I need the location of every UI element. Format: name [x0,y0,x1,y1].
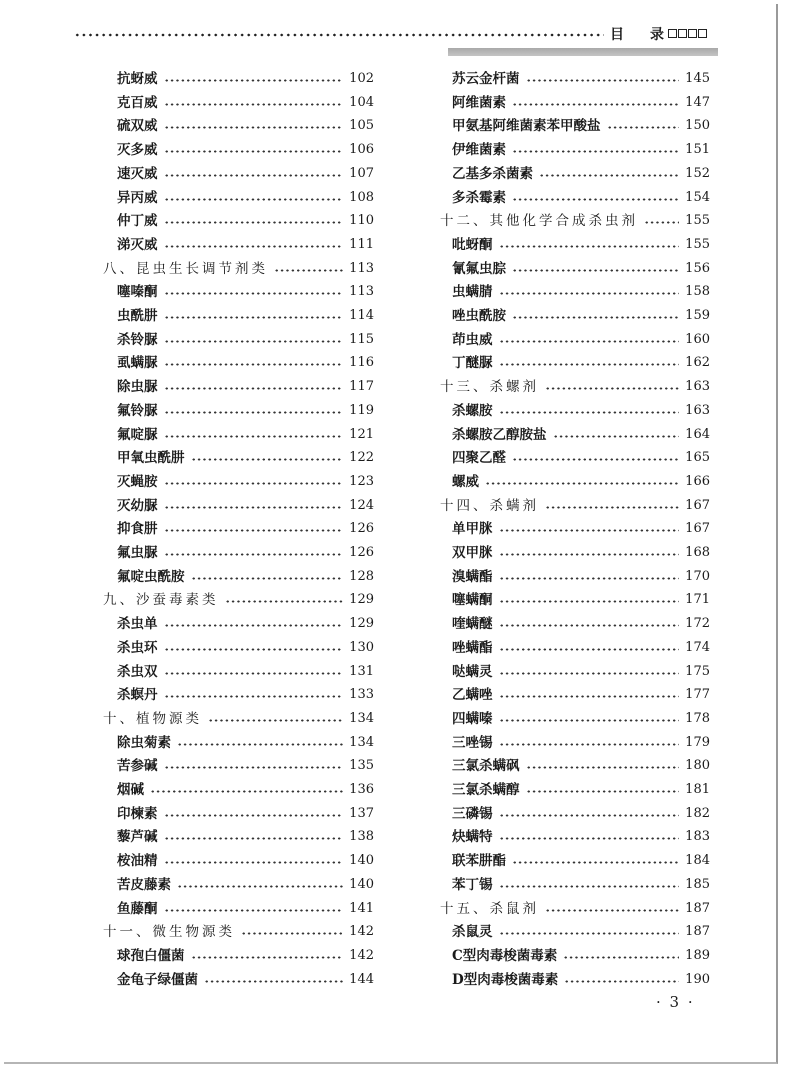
section-title: 八、昆虫生长调节剂类 [103,260,268,277]
dot-leader [499,411,679,414]
dot-leader [499,672,679,675]
page-number-ref: 163 [685,402,710,418]
entry-title: 茚虫威 [452,331,493,348]
page-number-ref: 137 [349,805,374,821]
entry-title: 仲丁威 [117,213,158,230]
dot-leader [539,174,679,177]
page-number-ref: 131 [349,663,374,679]
dot-leader [564,980,679,983]
toc-entry [0,920,790,944]
dot-leader [485,482,679,485]
page-number-ref: 151 [685,142,710,158]
page-number-ref: 130 [349,639,374,655]
page-number-ref: 170 [685,568,710,584]
entry-title: C型肉毒梭菌毒素 [452,947,558,964]
entry-title: 速灭威 [117,165,158,182]
toc-entry [0,91,790,115]
entry-title: 杀鼠灵 [452,924,493,941]
toc-entry [0,588,790,612]
entry-title: 杀螺胺 [452,402,493,419]
section-title: 十四、杀螨剂 [440,497,539,514]
entry-title: 三磷锡 [452,805,493,822]
page-number-ref: 113 [349,260,374,276]
entry-title: 伊维菌素 [452,142,506,159]
dot-leader [512,458,679,461]
entry-title: 硫双威 [117,118,158,135]
page-number-ref: 190 [685,971,710,987]
entry-title: D型肉毒梭菌毒素 [452,971,559,988]
entry-title: 虱螨脲 [117,355,158,372]
entry-title: 氟啶虫酰胺 [117,568,185,585]
toc-section-heading [0,494,790,518]
page-number-ref: 111 [349,236,374,252]
page-number-ref: 178 [685,710,710,726]
page-number-ref: 115 [349,331,374,347]
page-number-ref: 117 [349,379,374,395]
section-title: 十五、杀鼠剂 [440,900,539,917]
page-number-ref: 154 [685,189,710,205]
page-number-ref: 113 [349,284,374,300]
entry-title: 噻嗪酮 [117,284,158,301]
page-number-ref: 162 [685,355,710,371]
entry-title: 苦参碱 [117,758,158,775]
entry-title: 藜芦碱 [117,829,158,846]
entry-title: 涕灭威 [117,236,158,253]
page-number-ref: 184 [685,853,710,869]
entry-title: 桉油精 [117,853,158,870]
entry-title: 联苯肼酯 [452,853,506,870]
entry-title: 抗蚜威 [117,71,158,87]
page-number-ref: 179 [685,734,710,750]
toc-entry [0,470,790,494]
page-number-ref: 168 [685,545,710,560]
page-number-ref: 166 [685,473,710,489]
toc-entry [0,612,790,636]
entry-title: 鱼藤酮 [117,900,158,917]
dot-leader [607,126,679,129]
page-number-ref: 114 [349,308,374,323]
page-number-ref: 102 [349,71,374,86]
header-dotted-rule [74,33,604,37]
entry-title: 杀铃脲 [117,331,158,348]
page-number-ref: 163 [685,379,710,395]
entry-title: 三唑锡 [452,734,493,751]
entry-title: 乙螨唑 [452,687,493,704]
dot-leader [644,221,679,224]
page-number-ref: 187 [685,924,710,940]
toc-entry [0,67,790,91]
section-title: 十、植物源类 [103,710,202,727]
entry-title: 哒螨灵 [452,663,493,680]
page-number-ref: 136 [349,782,374,797]
entry-title: 异丙威 [117,189,158,206]
dot-leader [499,932,679,935]
dot-leader [499,648,679,651]
entry-title: 丁醚脲 [452,355,493,372]
dot-leader [512,861,679,864]
toc-entry [0,541,790,565]
entry-title: 苏云金杆菌 [452,71,520,87]
toc-entry [0,731,790,755]
page-number-ref: 142 [349,947,374,963]
page-number-ref: 180 [685,758,710,774]
page-number-ref: 135 [349,758,374,774]
entry-title: 吡蚜酮 [452,236,493,253]
dot-leader [545,387,679,390]
entry-title: 四螨嗪 [452,710,493,727]
page-number-ref: 104 [349,94,374,110]
page-number-ref: 167 [685,497,710,513]
toc-entry [0,565,790,589]
page-number-ref: 164 [685,426,710,442]
page-number-ref: 155 [685,236,710,252]
page-number-ref: 181 [685,782,710,797]
entry-title: 溴螨酯 [452,568,493,585]
toc-entry [0,280,790,304]
page-number-ref: 183 [685,829,710,845]
entry-title: 双甲脒 [452,545,493,561]
dot-leader [526,790,679,793]
toc-entry [0,825,790,849]
page-number-ref: 129 [349,592,374,608]
dot-leader [512,198,679,201]
entry-title: 克百威 [117,94,158,111]
toc-entry [0,114,790,138]
page-number-ref: 177 [685,687,710,703]
page-number-ref: 144 [349,971,374,987]
toc-section-heading [0,375,790,399]
page-number-ref: 142 [349,924,374,940]
entry-title: 甲氨基阿维菌素苯甲酸盐 [452,118,601,135]
entry-title: 印楝素 [117,805,158,822]
section-title: 十二、其他化学合成杀虫剂 [440,213,638,230]
page-number-ref: 121 [349,426,374,442]
toc-entry [0,849,790,873]
page-number-ref: 140 [349,853,374,869]
entry-title: 杀螺胺乙醇胺盐 [452,426,547,443]
entry-title: 喹螨醚 [452,616,493,633]
dot-leader [499,292,679,295]
page-number-ref: 134 [349,710,374,726]
section-title: 九、沙蚕毒素类 [103,592,219,609]
toc-entry [0,328,790,352]
page-number-ref: 150 [685,118,710,134]
toc-entry [0,233,790,257]
entry-title: 烟碱 [117,782,144,798]
entry-title: 虫酰肼 [117,308,158,324]
page-number-ref: 165 [685,450,710,466]
toc-entry [0,257,790,281]
page-number-ref: 126 [349,545,374,560]
toc-entry [0,138,790,162]
page-number-ref: 189 [685,947,710,963]
dot-leader [512,316,679,319]
entry-title: 虫螨腈 [452,284,493,301]
toc-entry [0,754,790,778]
toc-entry [0,162,790,186]
entry-title: 氰氟虫腙 [452,260,506,277]
dot-leader [499,529,679,532]
page-number-ref: 172 [685,616,710,632]
entry-title: 四聚乙醛 [452,450,506,467]
entry-title: 单甲脒 [452,521,493,538]
page-number-ref: 141 [349,900,374,916]
entry-title: 除虫脲 [117,379,158,396]
page-number-ref: 174 [685,639,710,655]
dot-leader [512,103,679,106]
page-number-ref: 123 [349,473,374,489]
entry-title: 三氯杀螨砜 [452,758,520,775]
dot-leader [526,766,679,769]
page-number-ref: 147 [685,94,710,110]
entry-title: 灭幼脲 [117,497,158,514]
header-title-mu: 目 [610,27,624,43]
entry-title: 杀虫环 [117,639,158,656]
toc-entry [0,517,790,541]
toc-entry [0,778,790,802]
header-title-lu: 录 [650,27,664,43]
dot-leader [499,600,679,603]
page-number-ref: 167 [685,521,710,537]
page-number: · 3 · [656,993,695,1011]
page-number-ref: 119 [349,402,374,418]
dot-leader [499,837,679,840]
entry-title: 金龟子绿僵菌 [117,971,198,988]
dot-leader [499,577,679,580]
dot-leader [499,624,679,627]
entry-title: 抑食肼 [117,521,158,538]
page-number-ref: 122 [349,450,374,466]
page-number-ref: 138 [349,829,374,845]
toc-entry [0,399,790,423]
page-number-ref: 145 [685,71,710,86]
entry-title: 杀虫双 [117,663,158,680]
page-number-ref: 116 [349,355,374,371]
entry-title: 杀虫单 [117,616,158,633]
page-number-ref: 182 [685,805,710,821]
toc-entry [0,802,790,826]
entry-title: 氟铃脲 [117,402,158,419]
dot-leader [499,363,679,366]
dot-leader [499,814,679,817]
dot-leader [512,150,679,153]
entry-title: 唑虫酰胺 [452,308,506,324]
page-number-ref: 140 [349,876,374,892]
toc-section-heading [0,209,790,233]
page-number-ref: 159 [685,308,710,323]
page-number-ref: 108 [349,189,374,205]
dot-leader [553,435,679,438]
section-title: 十三、杀螺剂 [440,379,539,396]
toc-entry [0,968,790,992]
dot-leader [499,245,679,248]
entry-title: 氟虫脲 [117,545,158,561]
page-number-ref: 158 [685,284,710,300]
page-number-ref: 152 [685,165,710,181]
toc-entry [0,873,790,897]
dot-leader [499,719,679,722]
page-number-ref: 128 [349,568,374,584]
entry-title: 氟啶脲 [117,426,158,443]
toc-entry [0,304,790,328]
page-number-ref: 134 [349,734,374,750]
toc-entry [0,707,790,731]
entry-title: 球孢白僵菌 [117,947,185,964]
entry-title: 灭蝇胺 [117,473,158,490]
page-number-ref: 156 [685,260,710,276]
entry-title: 甲氧虫酰肼 [117,450,185,467]
toc-entry [0,446,790,470]
dot-leader [499,340,679,343]
dot-leader [563,956,679,959]
page-number-ref: 133 [349,687,374,703]
entry-title: 乙基多杀菌素 [452,165,533,182]
page-number-ref: 126 [349,521,374,537]
entry-title: 除虫菊素 [117,734,171,751]
page-number-ref: 110 [349,213,374,229]
dot-leader [499,885,679,888]
header-decoration [668,29,707,38]
toc-entry [0,186,790,210]
entry-title: 苯丁锡 [452,876,493,893]
entry-title: 阿维菌素 [452,94,506,111]
toc-entry [0,660,790,684]
entry-title: 唑螨酯 [452,639,493,656]
header-gray-bar [448,48,718,56]
dot-leader [499,743,679,746]
entry-title: 螺威 [452,473,479,490]
dot-leader [499,695,679,698]
dot-leader [512,269,679,272]
entry-title: 杀螟丹 [117,687,158,704]
entry-title: 苦皮藤素 [117,876,171,893]
toc-entry [0,423,790,447]
entry-title: 三氯杀螨醇 [452,782,520,798]
dot-leader [545,506,679,509]
page-number-ref: 107 [349,165,374,181]
page-number-ref: 185 [685,876,710,892]
dot-leader [545,909,679,912]
entry-title: 炔螨特 [452,829,493,846]
page-number-ref: 171 [685,592,710,608]
section-title: 十一、微生物源类 [103,924,235,941]
toc-section-heading [0,897,790,921]
toc-entry [0,636,790,660]
entry-title: 灭多威 [117,142,158,159]
page-number-ref: 106 [349,142,374,158]
page-number-ref: 187 [685,900,710,916]
page-number-ref: 124 [349,497,374,513]
toc-entry [0,351,790,375]
page-number-ref: 175 [685,663,710,679]
page-number-ref: 155 [685,213,710,229]
dot-leader [499,553,679,556]
page-number-ref: 160 [685,331,710,347]
entry-title: 噻螨酮 [452,592,493,609]
dot-leader [526,79,679,82]
page-number-ref: 129 [349,616,374,632]
entry-title: 多杀霉素 [452,189,506,206]
toc-entry [0,683,790,707]
toc-entry [0,944,790,968]
page-number-ref: 105 [349,118,374,134]
